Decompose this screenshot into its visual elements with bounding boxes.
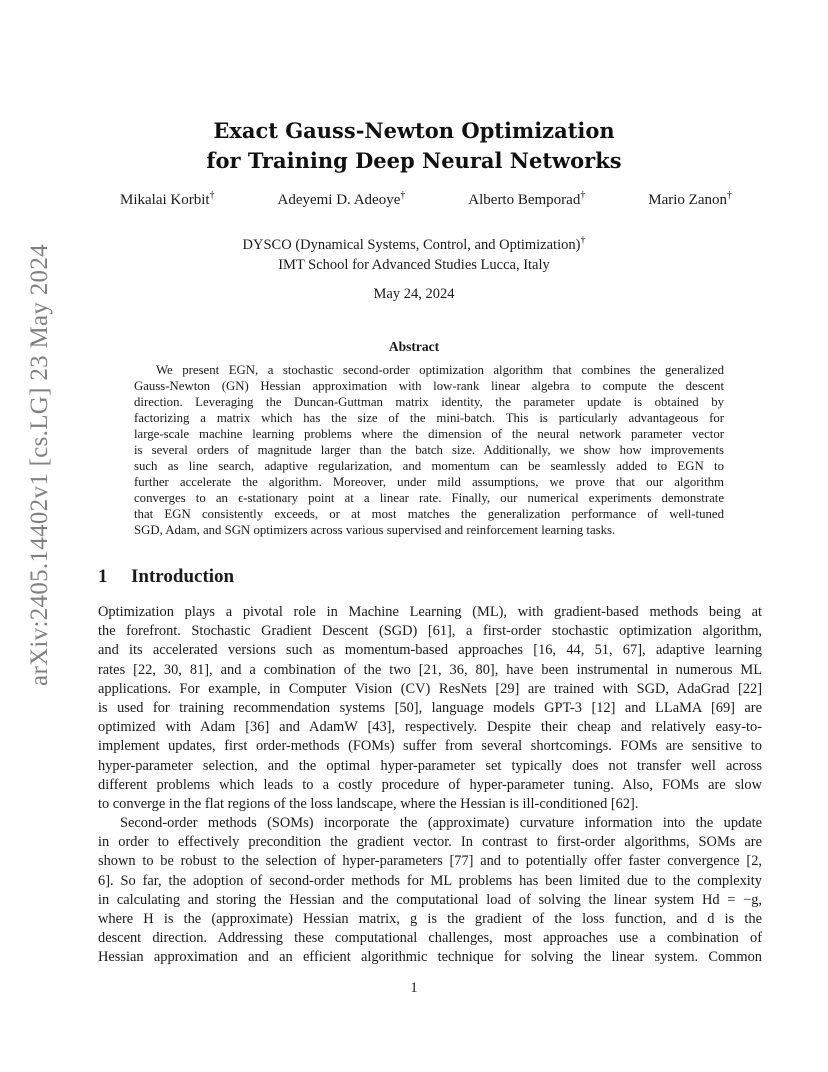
body-line: different problems which leads to a costly procedure of hyper-parameter tuning. Also, FOMs are slow [98, 776, 762, 793]
abstract-body [134, 362, 724, 538]
arxiv-side-stamp [10, 244, 70, 686]
abstract-line: SGD, Adam, and SGN optimizers across various supervised and reinforcement learning tasks. [134, 523, 616, 537]
body-line: 6]. So far, the adoption of second-order methods for ML problems has been limited due to the complexity [98, 872, 762, 889]
abstract-line: converges to an ϵ-stationary point at a linear rate. Finally, our numerical experiments demonstrate [134, 491, 724, 505]
body-line: the forefront. Stochastic Gradient Descent (SGD) [61], a first-order stochastic optimization algorithm, [98, 623, 762, 640]
abstract-line: is several orders of magnitude larger than the batch size. Additionally, we show how improvements [134, 443, 724, 457]
section-number: 1 [98, 566, 108, 587]
author: Adeyemi D. Adeoye† [277, 190, 406, 208]
body-line: rates [22, 30, 81], and a combination of the two [21, 36, 80], have been instrumental in numerous ML [98, 661, 762, 678]
abstract-line: such as line search, adaptive regularization, and momentum can be seamlessly added to EGN to [134, 459, 724, 473]
body-line: in order to effectively precondition the gradient vector. In contrast to first-order algorithms, SOMs are [98, 834, 762, 851]
body-line: and its accelerated versions such as momentum-based approaches [16, 44, 51, 67], adaptive learning [98, 642, 762, 659]
introduction-body [98, 603, 762, 968]
author-list [120, 190, 732, 209]
body-line: descent direction. Addressing these computational challenges, most approaches use a combination of [98, 930, 762, 947]
arxiv-identifier: arXiv:2405.14402v1 [cs.LG] 23 May 2024 [26, 244, 53, 686]
affiliation-mark: † [580, 235, 586, 246]
section-heading [98, 566, 234, 588]
page-number: 1 [410, 980, 418, 996]
abstract-heading: Abstract [388, 339, 440, 354]
body-line: applications. For example, in Computer Vision (CV) ResNets [29] are trained with SGD, AdaGrad [22] [98, 680, 762, 697]
body-line: in calculating and storing the Hessian and the computational load of solving the linear system Hd = −g, [98, 891, 762, 908]
abstract-line: further accelerate the algorithm. Moreover, under mild assumptions, we prove that our algorithm [134, 475, 724, 489]
abstract-line: large-scale machine learning problems where the dimension of the neural network parameter vector [134, 427, 724, 441]
abstract-line: direction. Leveraging the Duncan-Guttman matrix identity, the parameter update is obtained by [134, 395, 724, 409]
author: Mikalai Korbit† [120, 190, 215, 208]
title-line-2: for Training Deep Neural Networks [206, 148, 622, 173]
body-line: Second-order methods (SOMs) incorporate the (approximate) curvature information into the update [120, 815, 762, 832]
section-title: Introduction [131, 566, 235, 587]
affiliation-line-2: IMT School for Advanced Studies Lucca, Italy [278, 256, 550, 273]
affiliation [0, 231, 828, 275]
paper-title [0, 116, 828, 176]
body-line: shown to be robust to the selection of hyper-parameters [77] and to potentially offer faster convergence [2, [98, 853, 762, 870]
paper-date: May 24, 2024 [373, 286, 455, 302]
body-line: Hessian approximation and an efficient algorithmic technique for solving the linear system. Common [98, 949, 762, 966]
body-line: optimized with Adam [36] and AdamW [43], respectively. Despite their cheap and relatively easy-to- [98, 719, 762, 736]
body-line: hyper-parameter selection, and the optimal hyper-parameter set typically does not transfer well across [98, 757, 762, 774]
affiliation-line-1: DYSCO (Dynamical Systems, Control, and Optimization) [242, 236, 581, 253]
body-line: where H is the (approximate) Hessian matrix, g is the gradient of the loss function, and d is the [98, 911, 762, 927]
abstract-line: factorizing a matrix which has the size of the mini-batch. This is particularly advantageous for [134, 411, 724, 425]
body-line: Optimization plays a pivotal role in Machine Learning (ML), with gradient-based methods being at [98, 604, 762, 620]
abstract-line: We present EGN, a stochastic second-order optimization algorithm that combines the generalized [156, 363, 724, 377]
abstract-line: Gauss-Newton (GN) Hessian approximation with low-rank linear algebra to compute the descent [134, 379, 724, 393]
abstract-line: that EGN consistently exceeds, or at most matches the generalization performance of well-tuned [134, 507, 724, 521]
author: Mario Zanon† [648, 190, 732, 208]
title-line-1: Exact Gauss-Newton Optimization [213, 118, 615, 143]
body-line: implement updates, first order-methods (FOMs) suffer from several shortcomings. FOMs are sensitive to [98, 738, 762, 755]
body-line: to converge in the flat regions of the loss landscape, where the Hessian is ill-conditioned [62]. [98, 795, 639, 812]
author: Alberto Bemporad† [468, 190, 586, 208]
body-line: is used for training recommendation systems [50], language models GPT-3 [12] and LLaMA [69] are [98, 699, 762, 716]
